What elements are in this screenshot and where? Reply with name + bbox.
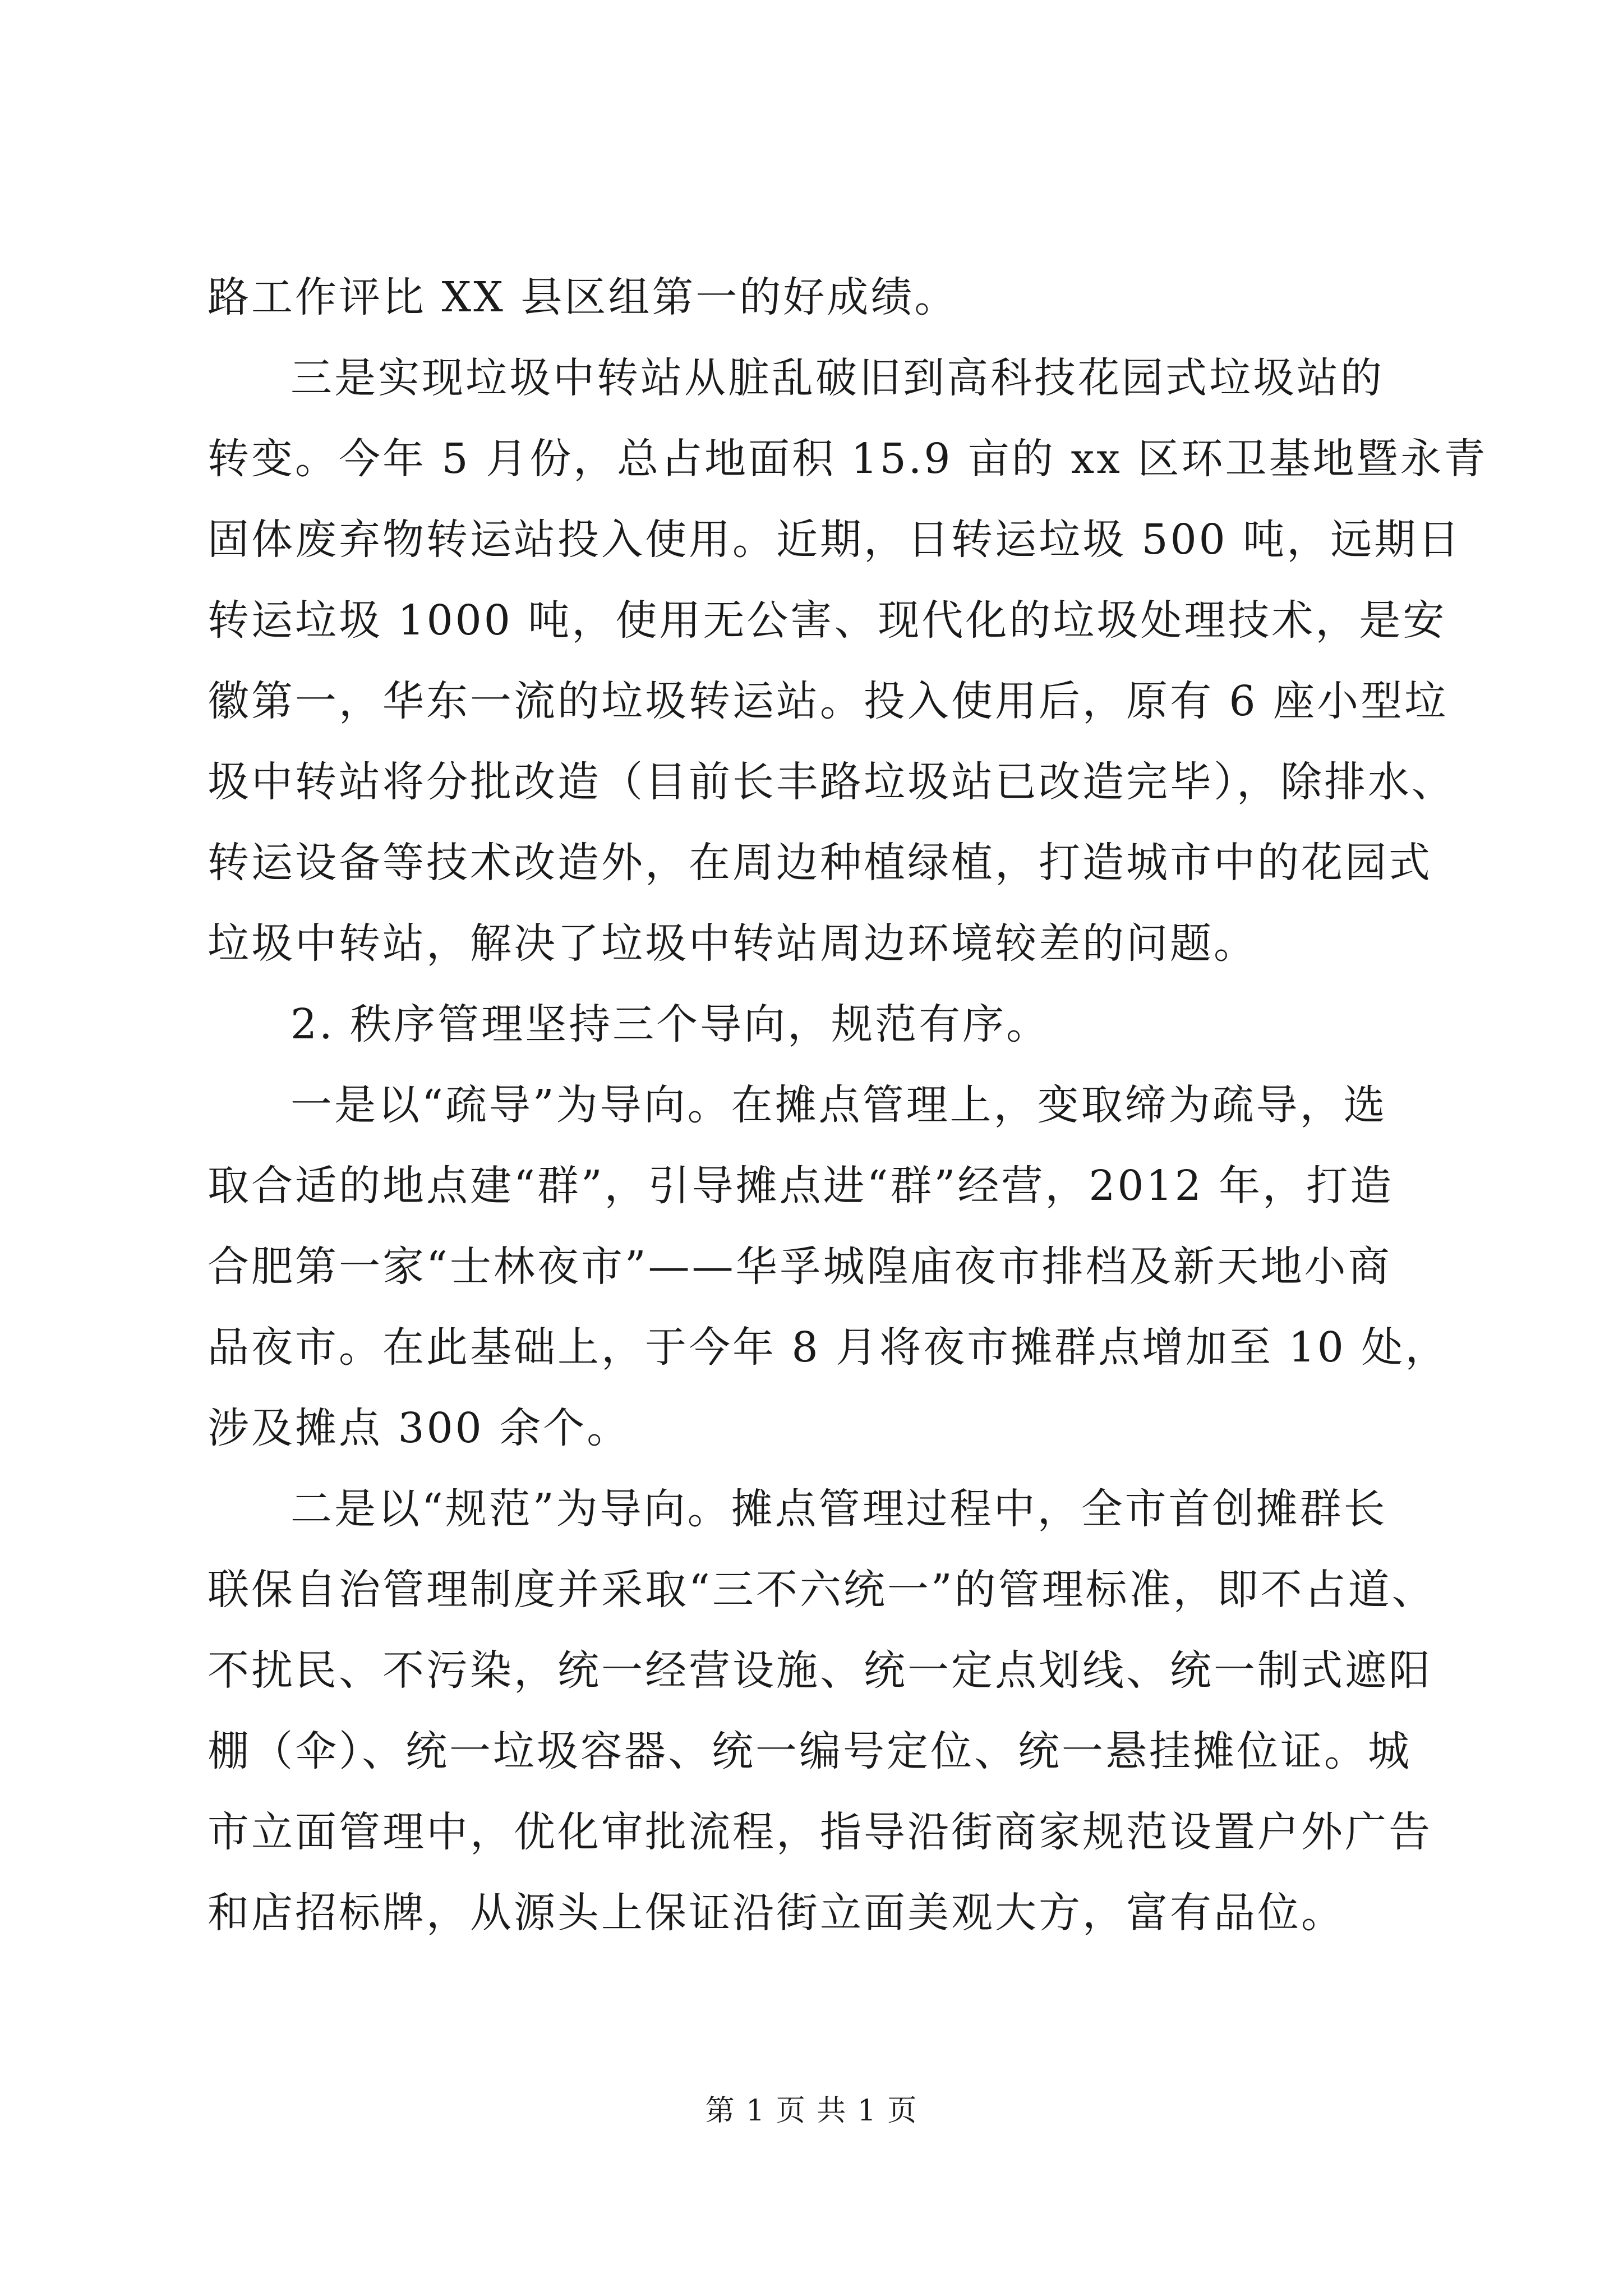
section-heading: 2. 秩序管理坚持三个导向，规范有序。 xyxy=(291,1000,1050,1048)
paragraph-line: 垃圾中转站，解决了垃圾中转站周边环境较差的问题。 xyxy=(208,919,1257,968)
paragraph-line: 二是以“规范”为导向。摊点管理过程中，全市首创摊群长 xyxy=(291,1485,1387,1533)
paragraph-line: 转运垃圾 1000 吨，使用无公害、现代化的垃圾处理技术，是安 xyxy=(208,596,1447,645)
paragraph-line: 固体废弃物转运站投入使用。近期，日转运垃圾 500 吨，远期日 xyxy=(208,516,1462,564)
paragraph-line: 合肥第一家“士林夜市”——华孚城隍庙夜市排档及新天地小商 xyxy=(208,1243,1392,1291)
paragraph-line: 不扰民、不污染，统一经营设施、统一定点划线、统一制式遮阳 xyxy=(208,1646,1432,1695)
paragraph-line: 和店招标牌，从源头上保证沿街立面美观大方，富有品位。 xyxy=(208,1889,1345,1937)
paragraph-line: 市立面管理中，优化审批流程，指导沿街商家规范设置户外广告 xyxy=(208,1808,1432,1856)
paragraph-line: 联保自治管理制度并采取“三不六统一”的管理标准，即不占道、 xyxy=(208,1566,1436,1614)
paragraph-line: 三是实现垃圾中转站从脏乱破旧到高科技花园式垃圾站的 xyxy=(291,354,1384,402)
paragraph-line: 转变。今年 5 月份，总占地面积 15.9 亩的 xx 区环卫基地暨永青 xyxy=(208,435,1488,483)
paragraph-line: 棚（伞）、统一垃圾容器、统一编号定位、统一悬挂摊位证。城 xyxy=(208,1727,1412,1775)
paragraph-line: 取合适的地点建“群”，引导摊点进“群”经营，2012 年，打造 xyxy=(208,1162,1394,1210)
paragraph-line: 圾中转站将分批改造（目前长丰路垃圾站已改造完毕），除排水、 xyxy=(208,758,1455,806)
paragraph-line: 一是以“疏导”为导向。在摊点管理上，变取缔为疏导，选 xyxy=(291,1081,1387,1129)
paragraph-line: 品夜市。在此基础上，于今年 8 月将夜市摊群点增加至 10 处， xyxy=(208,1323,1449,1372)
paragraph-line: 转运设备等技术改造外，在周边种植绿植，打造城市中的花园式 xyxy=(208,839,1432,887)
paragraph-line: 徽第一，华东一流的垃圾转运站。投入使用后，原有 6 座小型垃 xyxy=(208,677,1449,725)
paragraph-line: 路工作评比 XX 县区组第一的好成绩。 xyxy=(208,273,958,321)
paragraph-line: 涉及摊点 300 余个。 xyxy=(208,1404,631,1452)
page-number-footer: 第 1 页 共 1 页 xyxy=(705,2094,918,2128)
